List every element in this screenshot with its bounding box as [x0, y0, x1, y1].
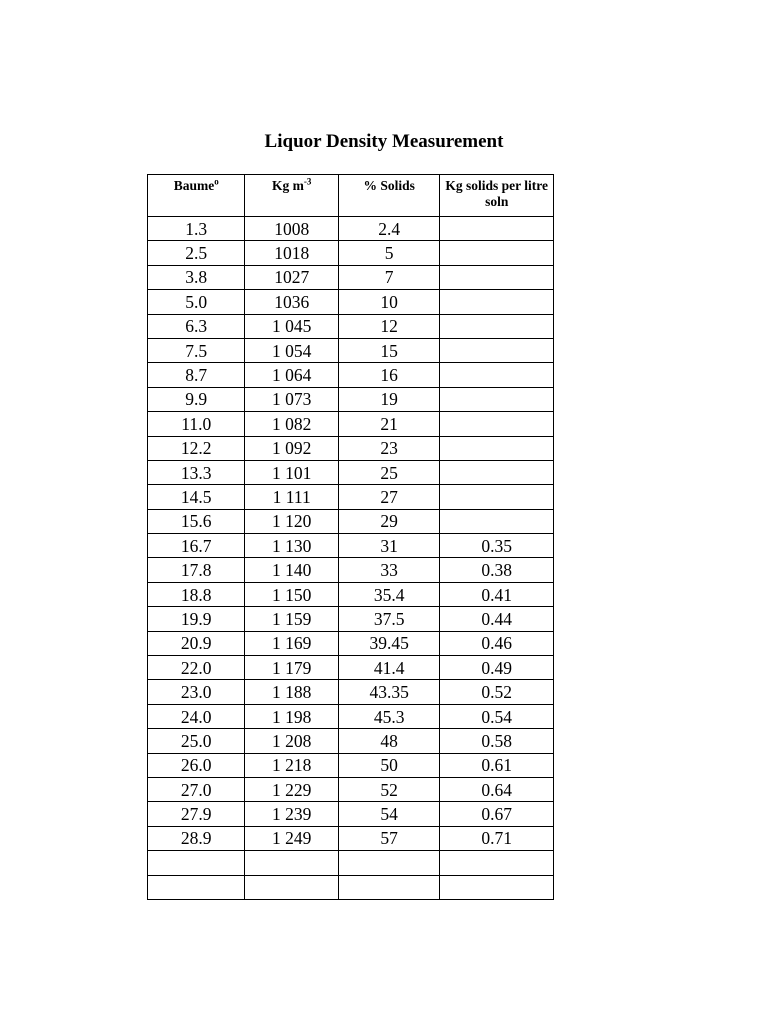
header-baume: Baume$^o$ [148, 175, 245, 217]
table-row [148, 460, 554, 484]
cell-density: 1 169 [245, 631, 338, 655]
cell-baume: 5.0 [148, 290, 245, 314]
cell-percent-solids: 35.4 [338, 582, 440, 606]
cell-kg-solids-per-litre: 0.44 [440, 607, 554, 631]
cell-density: 1018 [245, 241, 338, 265]
cell-kg-solids-per-litre: 0.49 [440, 656, 554, 680]
header-kg-m3: Kg $m^{-3}$ [245, 175, 338, 217]
table-row [148, 656, 554, 680]
cell-percent-solids: 33 [338, 558, 440, 582]
table-row [148, 875, 554, 899]
cell-density: 1 082 [245, 412, 338, 436]
cell-baume: 22.0 [148, 656, 245, 680]
table-row [148, 363, 554, 387]
cell-baume: 16.7 [148, 534, 245, 558]
table-row [148, 509, 554, 533]
cell-kg-solids-per-litre: 0.67 [440, 802, 554, 826]
cell-kg-solids-per-litre [440, 265, 554, 289]
cell-baume: 28.9 [148, 826, 245, 850]
cell-density: 1 198 [245, 704, 338, 728]
cell-percent-solids: 7 [338, 265, 440, 289]
cell-percent-solids: 19 [338, 387, 440, 411]
cell-baume: 19.9 [148, 607, 245, 631]
cell-percent-solids: 31 [338, 534, 440, 558]
cell-percent-solids: 12 [338, 314, 440, 338]
table-row [148, 704, 554, 728]
header-percent-solids: % Solids [338, 175, 440, 217]
cell-percent-solids [338, 875, 440, 899]
cell-density: 1 111 [245, 485, 338, 509]
cell-baume [148, 851, 245, 875]
cell-density: 1 045 [245, 314, 338, 338]
cell-kg-solids-per-litre: 0.41 [440, 582, 554, 606]
cell-baume: 14.5 [148, 485, 245, 509]
table-row [148, 412, 554, 436]
cell-density: 1 188 [245, 680, 338, 704]
table-row [148, 436, 554, 460]
cell-baume: 1.3 [148, 217, 245, 241]
cell-percent-solids: 29 [338, 509, 440, 533]
table-row [148, 290, 554, 314]
cell-baume: 3.8 [148, 265, 245, 289]
cell-kg-solids-per-litre: 0.35 [440, 534, 554, 558]
cell-baume: 9.9 [148, 387, 245, 411]
table-row [148, 338, 554, 362]
table-row [148, 802, 554, 826]
cell-baume: 25.0 [148, 729, 245, 753]
cell-percent-solids: 27 [338, 485, 440, 509]
cell-baume: 11.0 [148, 412, 245, 436]
table-row [148, 851, 554, 875]
table-row [148, 777, 554, 801]
cell-kg-solids-per-litre: 0.64 [440, 777, 554, 801]
table-body [148, 217, 554, 900]
cell-percent-solids: 23 [338, 436, 440, 460]
cell-baume: 13.3 [148, 460, 245, 484]
cell-density: 1 208 [245, 729, 338, 753]
cell-percent-solids: 50 [338, 753, 440, 777]
table-row [148, 826, 554, 850]
cell-kg-solids-per-litre [440, 338, 554, 362]
cell-density: 1 054 [245, 338, 338, 362]
cell-baume: 17.8 [148, 558, 245, 582]
cell-kg-solids-per-litre [440, 509, 554, 533]
cell-baume: 6.3 [148, 314, 245, 338]
cell-baume: 23.0 [148, 680, 245, 704]
cell-baume: 26.0 [148, 753, 245, 777]
cell-density: 1027 [245, 265, 338, 289]
cell-density [245, 851, 338, 875]
cell-percent-solids: 48 [338, 729, 440, 753]
cell-percent-solids: 21 [338, 412, 440, 436]
cell-percent-solids: 25 [338, 460, 440, 484]
cell-percent-solids: 52 [338, 777, 440, 801]
cell-density: 1 101 [245, 460, 338, 484]
cell-kg-solids-per-litre: 0.58 [440, 729, 554, 753]
cell-baume: 27.9 [148, 802, 245, 826]
cell-kg-solids-per-litre [440, 460, 554, 484]
header-kg-solids-per-litre: Kg solids per litre soln [440, 175, 554, 217]
table-row [148, 753, 554, 777]
cell-kg-solids-per-litre: 0.54 [440, 704, 554, 728]
cell-density: 1 092 [245, 436, 338, 460]
table-row [148, 387, 554, 411]
cell-density: 1 064 [245, 363, 338, 387]
cell-kg-solids-per-litre [440, 436, 554, 460]
cell-density [245, 875, 338, 899]
table-row [148, 534, 554, 558]
table-row [148, 314, 554, 338]
cell-baume: 24.0 [148, 704, 245, 728]
cell-percent-solids: 37.5 [338, 607, 440, 631]
cell-kg-solids-per-litre [440, 485, 554, 509]
cell-percent-solids: 16 [338, 363, 440, 387]
table-row [148, 680, 554, 704]
cell-percent-solids: 54 [338, 802, 440, 826]
cell-kg-solids-per-litre [440, 412, 554, 436]
cell-kg-solids-per-litre [440, 290, 554, 314]
table-row [148, 485, 554, 509]
cell-density: 1 229 [245, 777, 338, 801]
cell-kg-solids-per-litre: 0.38 [440, 558, 554, 582]
cell-density: 1 218 [245, 753, 338, 777]
table-row [148, 558, 554, 582]
cell-kg-solids-per-litre [440, 217, 554, 241]
cell-kg-solids-per-litre: 0.61 [440, 753, 554, 777]
cell-percent-solids: 43.35 [338, 680, 440, 704]
table-row [148, 607, 554, 631]
page-title: Liquor Density Measurement [264, 131, 504, 152]
table-row [148, 631, 554, 655]
cell-percent-solids [338, 851, 440, 875]
cell-baume: 12.2 [148, 436, 245, 460]
cell-kg-solids-per-litre [440, 314, 554, 338]
cell-density: 1008 [245, 217, 338, 241]
cell-baume: 18.8 [148, 582, 245, 606]
cell-baume: 20.9 [148, 631, 245, 655]
cell-density: 1 159 [245, 607, 338, 631]
cell-density: 1 179 [245, 656, 338, 680]
table-row [148, 217, 554, 241]
cell-kg-solids-per-litre [440, 363, 554, 387]
cell-baume: 2.5 [148, 241, 245, 265]
table-row [148, 241, 554, 265]
cell-baume: 27.0 [148, 777, 245, 801]
table-header-row [148, 175, 554, 217]
cell-kg-solids-per-litre [440, 875, 554, 899]
cell-baume: 7.5 [148, 338, 245, 362]
cell-kg-solids-per-litre: 0.52 [440, 680, 554, 704]
cell-density: 1 130 [245, 534, 338, 558]
cell-density: 1 239 [245, 802, 338, 826]
cell-kg-solids-per-litre [440, 387, 554, 411]
cell-density: 1 120 [245, 509, 338, 533]
table-row [148, 582, 554, 606]
cell-percent-solids: 41.4 [338, 656, 440, 680]
cell-percent-solids: 5 [338, 241, 440, 265]
cell-percent-solids: 15 [338, 338, 440, 362]
cell-percent-solids: 39.45 [338, 631, 440, 655]
cell-density: 1 249 [245, 826, 338, 850]
cell-kg-solids-per-litre [440, 241, 554, 265]
cell-percent-solids: 57 [338, 826, 440, 850]
cell-density: 1 073 [245, 387, 338, 411]
cell-percent-solids: 2.4 [338, 217, 440, 241]
cell-baume: 8.7 [148, 363, 245, 387]
cell-density: 1 140 [245, 558, 338, 582]
cell-baume [148, 875, 245, 899]
cell-kg-solids-per-litre: 0.46 [440, 631, 554, 655]
density-table [147, 174, 554, 900]
cell-percent-solids: 45.3 [338, 704, 440, 728]
cell-kg-solids-per-litre [440, 851, 554, 875]
cell-percent-solids: 10 [338, 290, 440, 314]
table-row [148, 265, 554, 289]
cell-kg-solids-per-litre: 0.71 [440, 826, 554, 850]
cell-density: 1036 [245, 290, 338, 314]
cell-baume: 15.6 [148, 509, 245, 533]
table-row [148, 729, 554, 753]
cell-density: 1 150 [245, 582, 338, 606]
